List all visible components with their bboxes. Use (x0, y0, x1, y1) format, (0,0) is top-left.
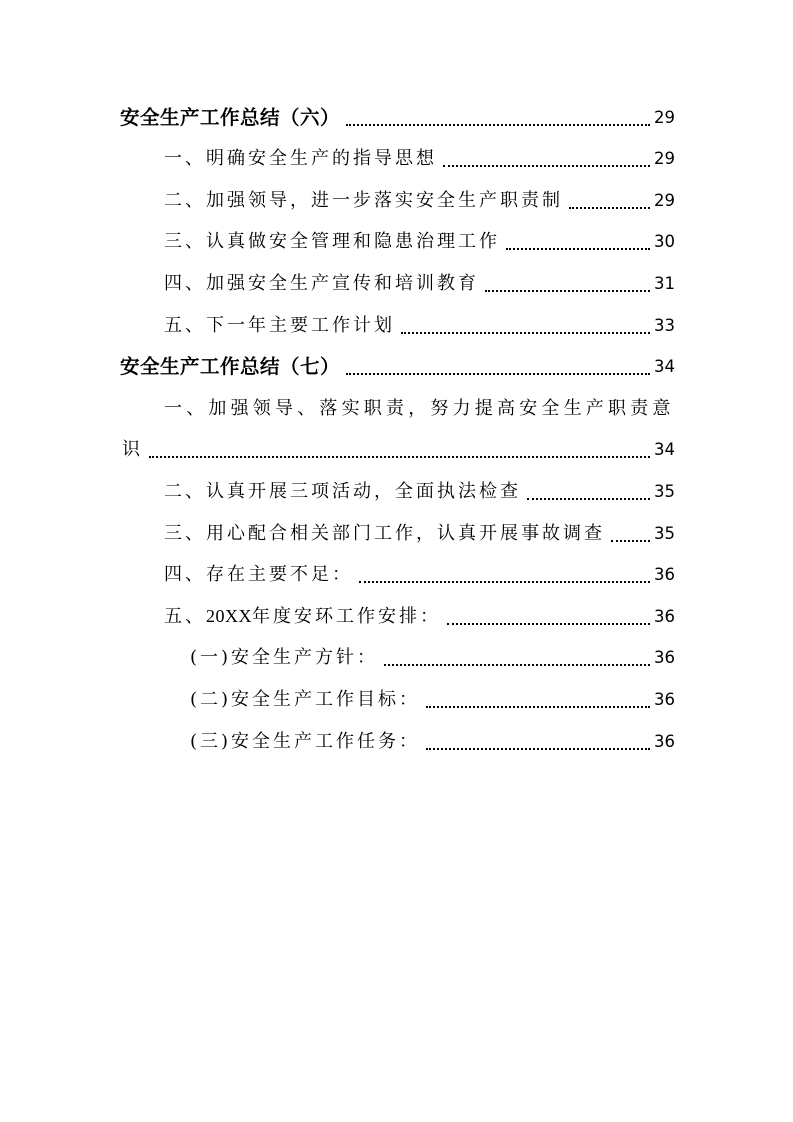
toc-heading-s6[interactable] (120, 96, 675, 138)
toc-subentry[interactable] (120, 720, 675, 762)
toc-page-number: 35 (654, 481, 675, 501)
toc-page-number: 35 (654, 523, 675, 543)
dot-leader (401, 331, 650, 334)
toc-heading-title: 安全生产工作总结（六） (120, 105, 341, 129)
toc-entry-prefix: 五、 (164, 605, 206, 627)
dot-leader (611, 539, 650, 542)
toc-entry-wrapped-line2[interactable] (122, 429, 675, 471)
dot-leader (443, 164, 650, 167)
dot-leader (346, 123, 650, 126)
toc-entry-title: 一、加强领导、落实职责，努力提高安全生产职责意 (164, 397, 675, 419)
toc-page-number: 36 (654, 565, 675, 585)
toc-subentry-title: (一)安全生产方针： (190, 647, 379, 669)
toc-entry-title: 二、加强领导，进一步落实安全生产职责制 (164, 189, 563, 211)
toc-entry[interactable] (120, 595, 675, 637)
dot-leader (359, 580, 650, 583)
toc-entry[interactable] (120, 512, 675, 554)
dot-leader (569, 206, 650, 209)
toc-entry[interactable] (120, 554, 675, 596)
toc-page-number: 34 (654, 357, 675, 377)
toc-entry[interactable] (120, 470, 675, 512)
dot-leader (346, 372, 650, 375)
toc-entry-title: 三、认真做安全管理和隐患治理工作 (164, 231, 500, 253)
toc-page-number: 29 (654, 190, 675, 210)
dot-leader (149, 455, 650, 458)
toc-page-number: 30 (654, 232, 675, 252)
toc-page-number: 29 (654, 149, 675, 169)
toc-entry-year: 20XX (206, 605, 252, 626)
toc-page-number: 36 (654, 731, 675, 751)
toc-page-number: 33 (654, 315, 675, 335)
dot-leader (426, 747, 650, 750)
toc-subentry-title: (二)安全生产工作目标： (190, 688, 421, 710)
dot-leader (447, 622, 650, 625)
toc-page-number: 36 (654, 606, 675, 626)
dot-leader (506, 247, 650, 250)
toc-entry[interactable] (120, 262, 675, 304)
toc-entry-title (164, 604, 441, 629)
toc-entry-title: 四、加强安全生产宣传和培训教育 (164, 272, 479, 294)
dot-leader (426, 705, 650, 708)
toc-page-number: 34 (654, 440, 675, 460)
toc-heading-title: 安全生产工作总结（七） (120, 355, 341, 379)
toc-entry-wrapped-line1[interactable] (120, 387, 675, 429)
toc-entry-title: 四、存在主要不足： (164, 564, 353, 586)
toc-page-number: 36 (654, 689, 675, 709)
toc-entry-title: 一、明确安全生产的指导思想 (164, 148, 437, 170)
toc-entry-title: 五、下一年主要工作计划 (164, 314, 395, 336)
toc-subentry-title: (三)安全生产工作任务： (190, 730, 421, 752)
toc-heading-s7[interactable] (120, 346, 675, 388)
toc-entry-title-continued: 识 (122, 439, 143, 461)
toc-entry[interactable] (120, 221, 675, 263)
toc-subentry[interactable] (120, 637, 675, 679)
dot-leader (384, 663, 650, 666)
toc-page-number: 31 (654, 273, 675, 293)
toc-entry[interactable] (120, 138, 675, 180)
toc-entry-suffix: 年度安环工作安排： (252, 605, 441, 627)
toc-entry-title: 二、认真开展三项活动，全面执法检查 (164, 480, 521, 502)
dot-leader (527, 497, 650, 500)
toc-entry[interactable] (120, 179, 675, 221)
toc-entry[interactable] (120, 304, 675, 346)
table-of-contents (120, 96, 675, 762)
toc-subentry[interactable] (120, 678, 675, 720)
toc-entry-title: 三、用心配合相关部门工作，认真开展事故调查 (164, 522, 605, 544)
toc-page-number: 29 (654, 107, 675, 127)
dot-leader (485, 289, 650, 292)
toc-page-number: 36 (654, 648, 675, 668)
